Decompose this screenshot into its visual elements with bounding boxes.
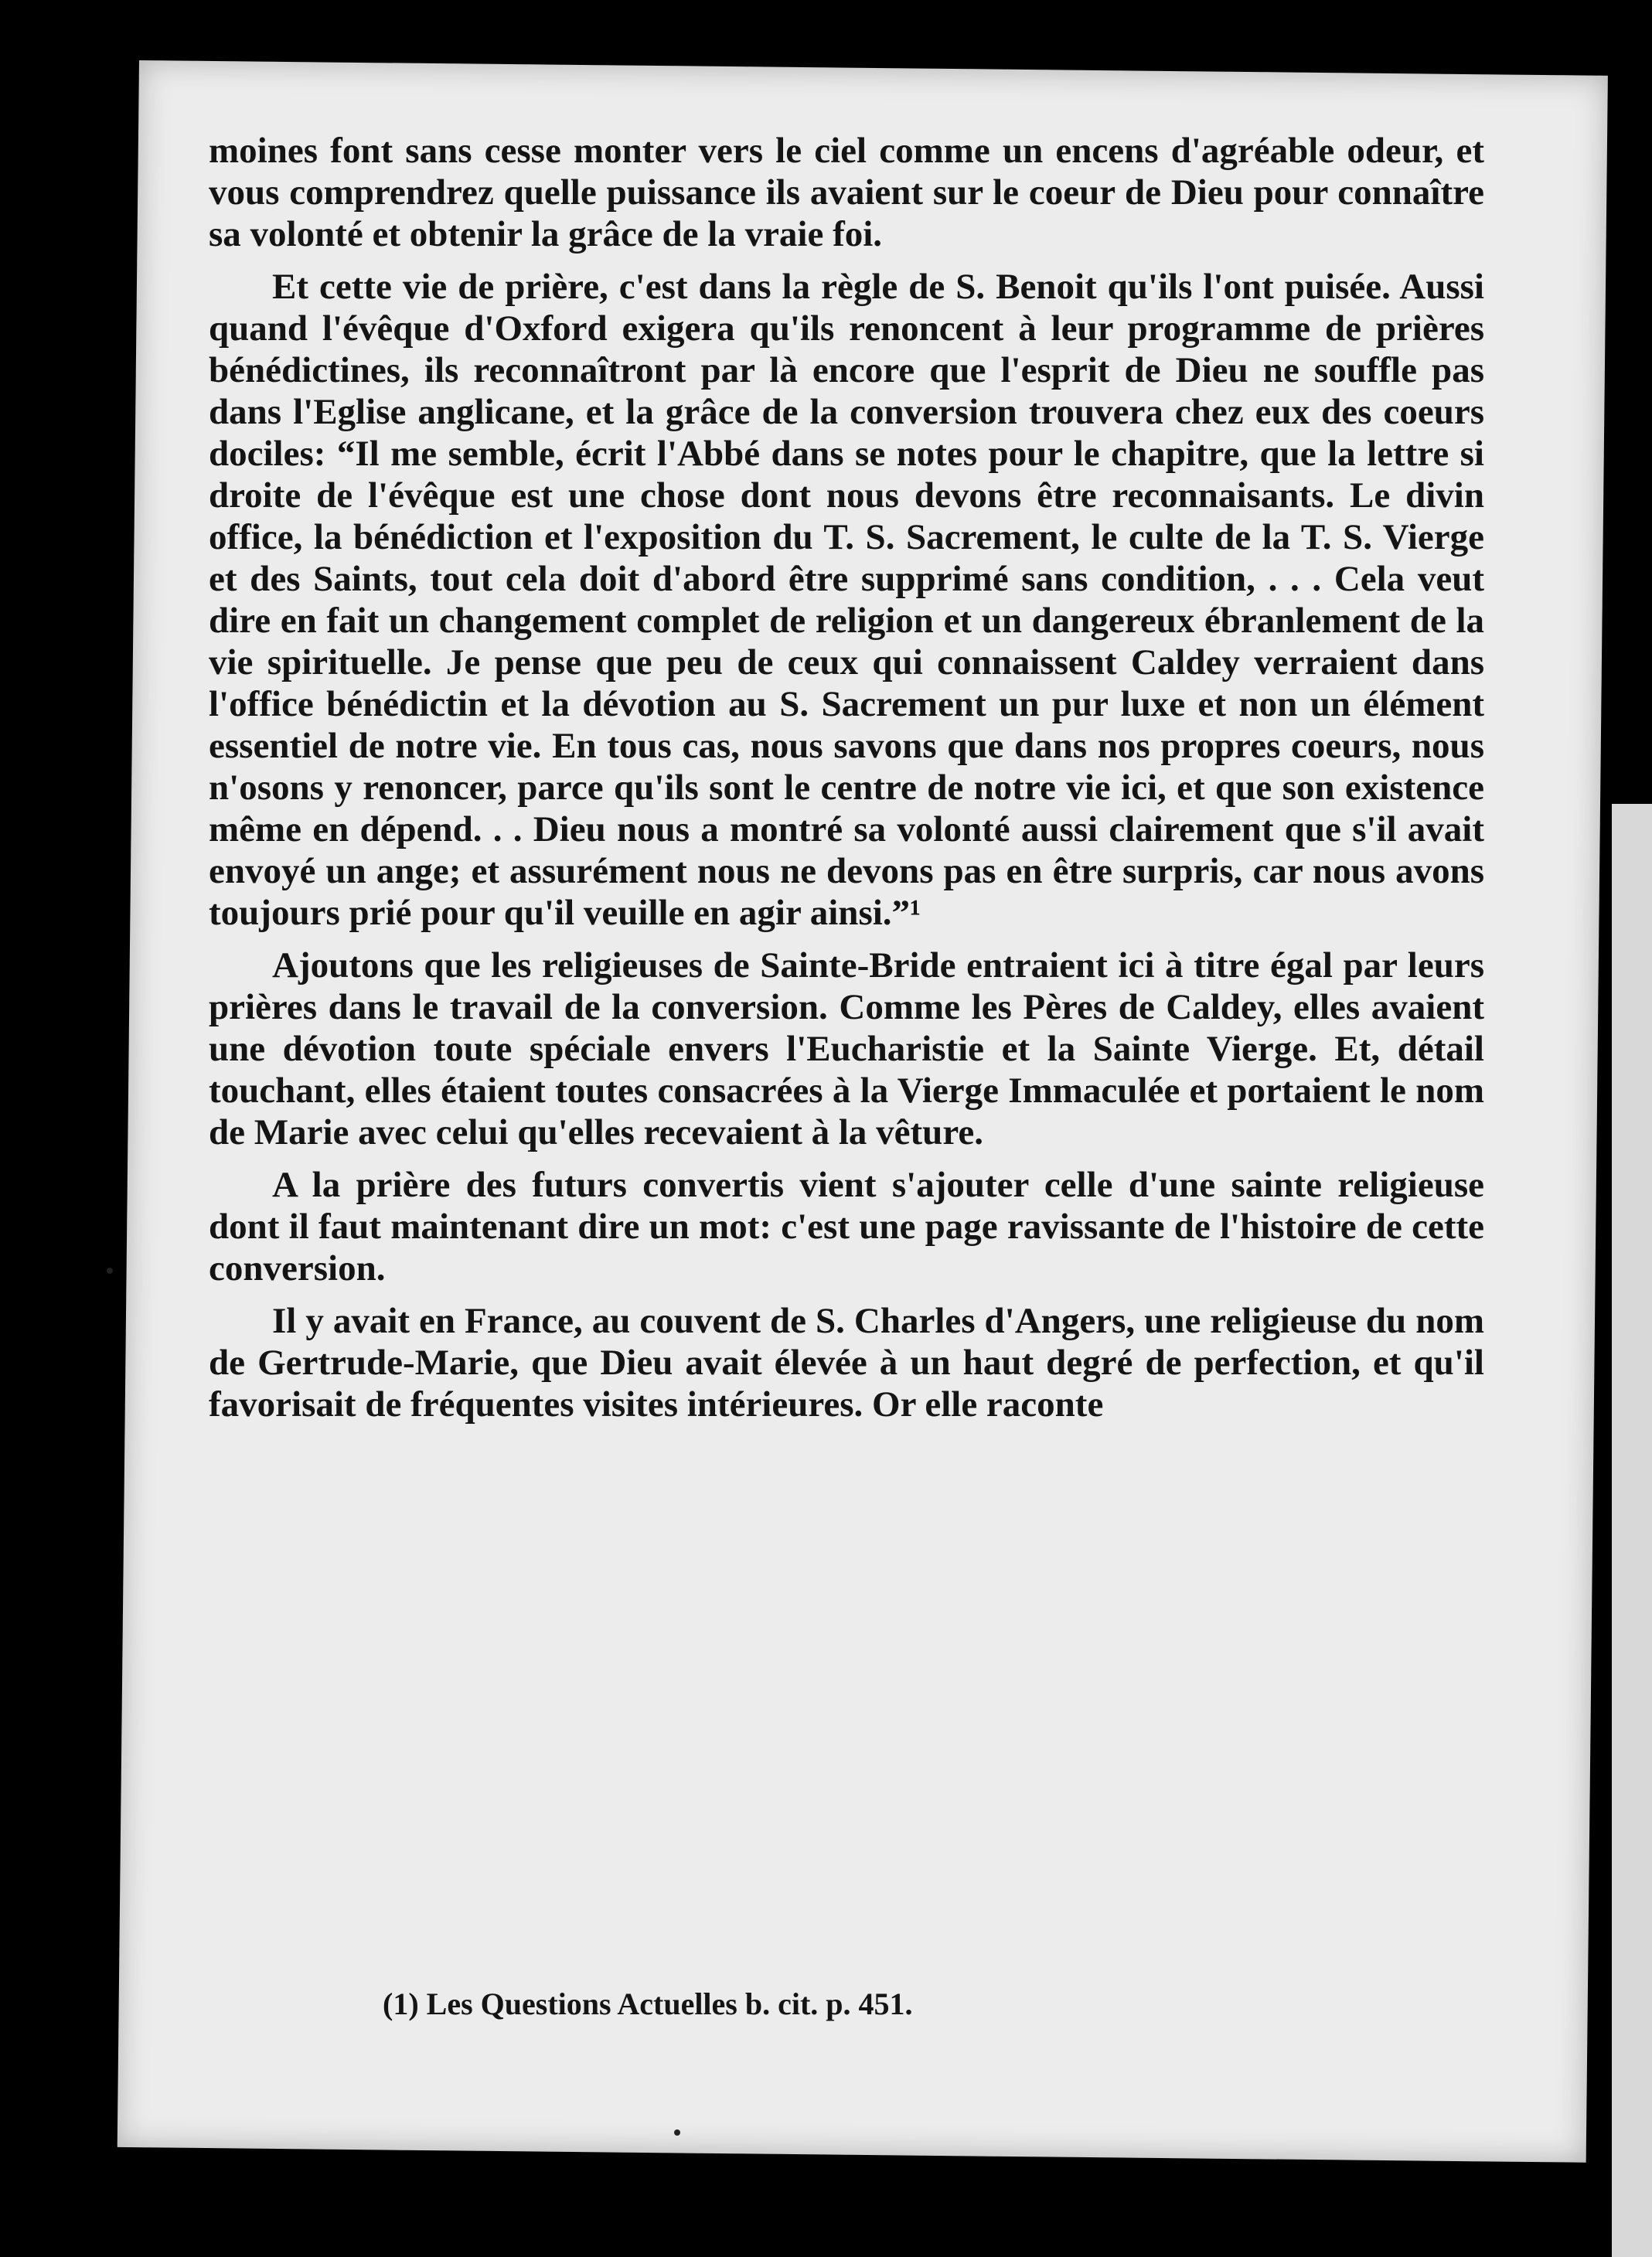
paragraph-4: A la prière des futurs convertis vient s'ajouter celle d'une sainte religieuse dont il faut maintenant dire un mot: c'est une page ravissante de l'histoire de cette conversion.: [209, 1165, 1484, 1288]
paragraph-3: Ajoutons que les religieuses de Sainte-Bride entraient ici à titre égal par leurs prières dans le travail de la conversion. Comme les Pères de Caldey, elles avaient une dévotion toute spéciale envers l'Eucharistie et la Sainte Vierge. Et, détail touchant, elles étaient toutes consacrées à la Vierge Immaculée et portaient le nom de Marie avec celui qu'elles recevaient à la vêture.: [209, 945, 1484, 1152]
ink-speck: [107, 1268, 113, 1274]
ink-speck: [674, 2129, 680, 2136]
paragraph-2: Et cette vie de prière, c'est dans la règle de S. Benoit qu'ils l'ont puisée. Aussi quand l'évêque d'Oxford exigera qu'ils renoncent à leur programme de prières bénédictines, ils reconnaîtront par là encore que l'esprit de Dieu ne souffle pas dans l'Eglise anglicane, et la grâce de la conversion trouvera chez eux des coeurs dociles: “Il me semble, écrit l'Abbé dans se notes pour le chapitre, que la lettre si droite de l'évêque est une chose dont nous devons être reconnaisants. Le divin office, la bénédiction et l'exposition du T. S. Sacrement, le culte de la T. S. Vierge et des Saints, tout cela doit d'abord être supprimé sans condition, . . . Cela veut dire en fait un changement complet de religion et un dangereux ébranlement de la vie spirituelle. Je pense que peu de ceux qui connaissent Caldey verraient dans l'office bénédictin et la dévotion au S. Sacrement un pur luxe et non un élément essentiel de notre vie. En tous cas, nous savons que dans nos propres coeurs, nous n'osons y renoncer, parce qu'ils sont le centre de notre vie ici, et que son existence même en dépend. . . Dieu nous a montré sa volonté aussi clairement que s'il avait envoyé un ange; et assurément nous ne devons pas en être surpris, car nous avons toujours prié pour qu'il veuille en agir ainsi.”¹: [209, 267, 1484, 933]
footnote: (1) Les Questions Actuelles b. cit. p. 451.: [383, 1986, 913, 2021]
paragraph-1: moines font sans cesse monter vers le ciel comme un encens d'agréable odeur, et vous comprendrez quelle puissance ils avaient sur le coeur de Dieu pour connaître sa volonté et obtenir la grâce de la vraie foi.: [209, 131, 1484, 254]
adjacent-page-edge: [1612, 804, 1652, 2257]
paragraph-5: Il y avait en France, au couvent de S. Charles d'Angers, une religieuse du nom de Gertrude-Marie, que Dieu avait élevée à un haut degré de perfection, et qu'il favorisait de fréquentes visites intérieures. Or elle raconte: [209, 1301, 1484, 1425]
body-text: [209, 130, 1484, 1436]
